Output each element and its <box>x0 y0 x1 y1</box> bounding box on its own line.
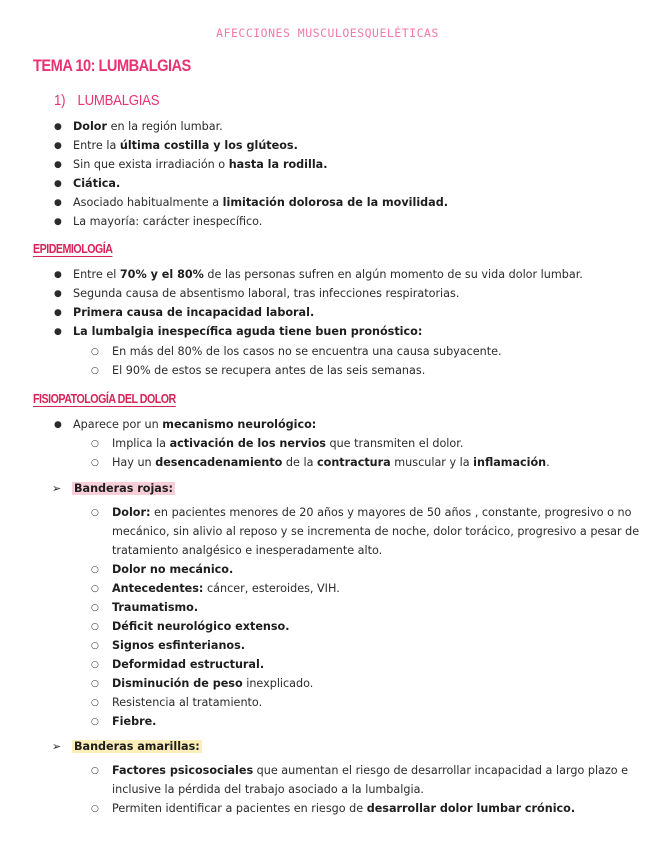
list-item: Entre el 70% y el 80% de las personas sufren en algún momento de su vida dolor lumbar. <box>73 268 583 281</box>
tema-title: TEMA 10: LUMBALGIAS <box>33 56 191 75</box>
list-item: Aparece por un mecanismo neurológico: <box>73 418 317 431</box>
sub-bullet-icon <box>91 658 99 672</box>
list-subitem: Fiebre. <box>112 715 157 728</box>
bullet-icon <box>54 325 62 339</box>
list-item: Asociado habitualmente a limitación dolorosa de la movilidad. <box>73 196 448 209</box>
list-subitem: En más del 80% de los casos no se encuentra una causa subyacente. <box>112 345 502 358</box>
list-subitem: Deformidad estructural. <box>112 658 265 671</box>
subheading-label: LUMBALGIAS <box>77 92 160 109</box>
bullet-icon <box>54 215 62 229</box>
sub-bullet-icon <box>91 601 99 615</box>
banderas-amarillas-heading: Banderas amarillas: <box>74 740 200 753</box>
list-item: La mayoría: carácter inespecífico. <box>73 215 263 228</box>
subheading-lumbalgias <box>54 92 159 109</box>
bullet-icon <box>54 139 62 153</box>
list-subitem-continuation: tratamiento analgésico e inesperadamente alto. <box>112 544 383 557</box>
list-subitem: Factores psicosociales que aumentan el riesgo de desarrollar incapacidad a largo plazo e <box>112 764 629 777</box>
bullet-icon <box>54 177 62 191</box>
bullet-icon <box>54 158 62 172</box>
sub-bullet-icon <box>91 364 99 378</box>
list-item: Entre la última costilla y los glúteos. <box>73 139 298 152</box>
list-subitem-continuation: inclusive la pérdida del trabajo asociado a la lumbalgia. <box>112 783 424 796</box>
list-subitem: Resistencia al tratamiento. <box>112 696 263 709</box>
list-subitem: Déficit neurológico extenso. <box>112 620 290 633</box>
list-subitem: Signos esfinterianos. <box>112 639 246 652</box>
list-item: Sin que exista irradiación o hasta la rodilla. <box>73 158 328 171</box>
list-item: Ciática. <box>73 177 121 190</box>
list-subitem: Dolor: en pacientes menores de 20 años y mayores de 50 años , constante, progresivo o no <box>112 506 632 519</box>
sub-bullet-icon <box>91 802 99 816</box>
list-item: Segunda causa de absentismo laboral, tras infecciones respiratorias. <box>73 287 460 300</box>
bullet-icon <box>54 418 62 432</box>
list-item: Primera causa de incapacidad laboral. <box>73 306 315 319</box>
list-item: La lumbalgia inespecífica aguda tiene buen pronóstico: <box>73 325 423 338</box>
list-subitem: Hay un desencadenamiento de la contractura muscular y la inflamación. <box>112 456 550 469</box>
sub-bullet-icon <box>91 456 99 470</box>
list-subitem: El 90% de estos se recupera antes de las seis semanas. <box>112 364 426 377</box>
bullet-icon <box>54 120 62 134</box>
list-subitem: Traumatismo. <box>112 601 199 614</box>
sub-bullet-icon <box>91 715 99 729</box>
sub-bullet-icon <box>91 677 99 691</box>
list-subitem: Dolor no mecánico. <box>112 563 234 576</box>
sub-bullet-icon <box>91 696 99 710</box>
page-header: AFECCIONES MUSCULOESQUELÉTICAS <box>216 26 439 40</box>
sub-bullet-icon <box>91 345 99 359</box>
list-subitem-continuation: mecánico, sin alivio al reposo y se incrementa de noche, dolor torácico, progresivo a pesar de <box>112 525 640 538</box>
sub-bullet-icon <box>91 506 99 520</box>
section-title-epidemiologia: EPIDEMIOLOGÍA <box>33 241 113 256</box>
sub-bullet-icon <box>91 620 99 634</box>
list-subitem: Antecedentes: cáncer, esteroides, VIH. <box>112 582 340 595</box>
sub-bullet-icon <box>91 764 99 778</box>
list-subitem: Permiten identificar a pacientes en riesgo de desarrollar dolor lumbar crónico. <box>112 802 576 815</box>
bullet-icon <box>54 306 62 320</box>
bullet-icon <box>54 287 62 301</box>
arrow-bullet-icon <box>52 740 61 755</box>
list-subitem: Disminución de peso inexplicado. <box>112 677 314 690</box>
list-item: Dolor en la región lumbar. <box>73 120 223 133</box>
sub-bullet-icon <box>91 437 99 451</box>
arrow-bullet-icon <box>52 482 61 497</box>
sub-bullet-icon <box>91 582 99 596</box>
sub-bullet-icon <box>91 563 99 577</box>
list-subitem: Implica la activación de los nervios que transmiten el dolor. <box>112 437 464 450</box>
section-title-fisiopatologia: FISIOPATOLOGÍA DEL DOLOR <box>33 391 176 406</box>
bullet-icon <box>54 268 62 282</box>
sub-bullet-icon <box>91 639 99 653</box>
subheading-number: 1) <box>54 92 66 109</box>
banderas-rojas-heading: Banderas rojas: <box>74 482 173 495</box>
bullet-icon <box>54 196 62 210</box>
